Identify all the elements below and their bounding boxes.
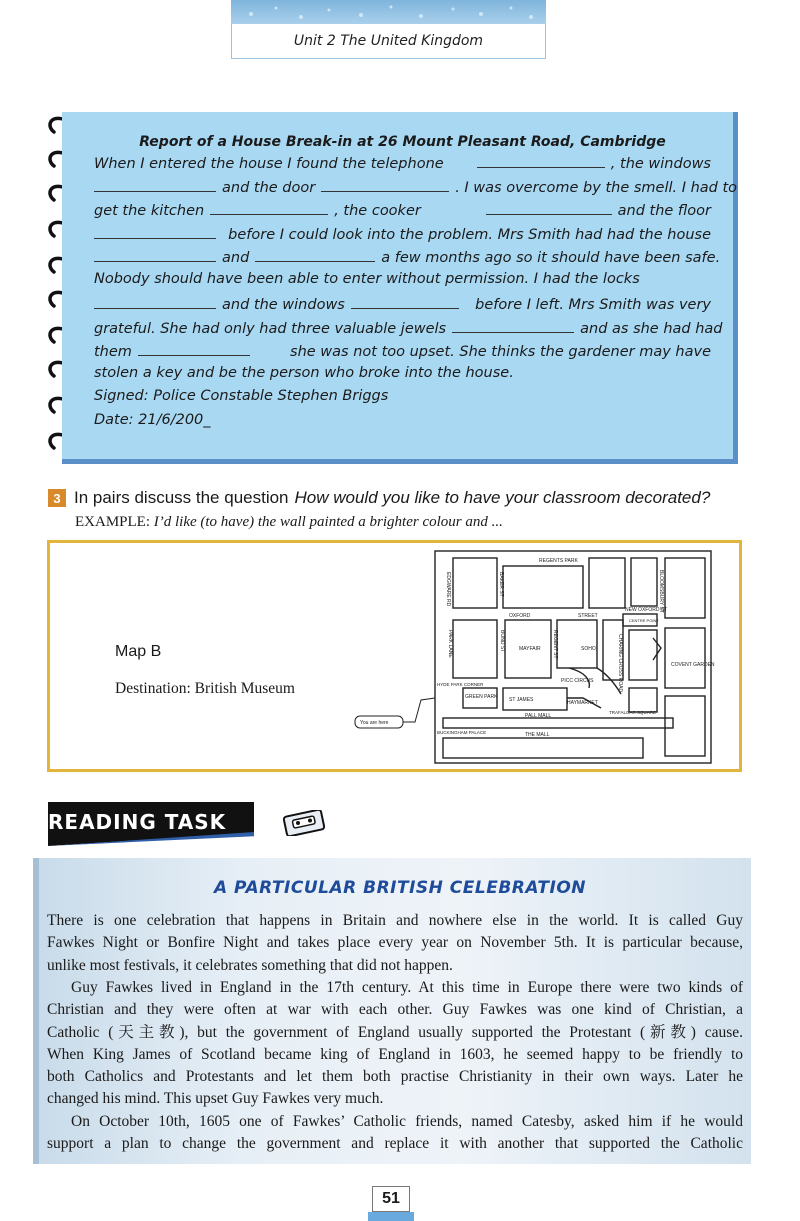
report-line-9: them she was not too upset. She thinks the gardener may have	[94, 341, 711, 365]
page-number-bar	[368, 1212, 414, 1221]
fill-blank[interactable]	[94, 294, 216, 309]
report-line-2: and the door . I was overcome by the smell. I had to	[94, 177, 711, 201]
fill-blank[interactable]	[477, 153, 605, 168]
map-label-street: STREET	[578, 613, 598, 619]
map-label-new-oxford-st: NEW OXFORD ST	[625, 607, 668, 613]
fill-blank[interactable]	[452, 318, 574, 333]
reading-paragraph-1: There is one celebration that happens in Britain and nowhere else in the world. It is called Guy Fawkes Night or Bonfire Night and takes place every year on November 5th. It is particular because, unlike most festivals, it celebrates something that did not happen.	[47, 912, 743, 974]
map-label-bloomsbury-st: BLOOMSBURY ST	[658, 570, 664, 613]
map-label-hyde-park-corner: HYDE PARK CORNER	[437, 682, 484, 687]
report-line-6: Nobody should have been able to enter without permission. I had the locks	[94, 270, 640, 287]
map-label-you-are-here: You are here	[360, 720, 389, 726]
map-label-covent-garden: COVENT GARDEN	[671, 662, 715, 668]
map-label-regent-st: REGENT ST	[552, 630, 558, 659]
map-label-park-lane: PARK LANE	[447, 630, 453, 658]
map-label-baker-st: BAKER ST	[498, 572, 504, 597]
map-label-edgware-rd: EDGWARE RD	[445, 572, 451, 607]
report-line-3: get the kitchen , the cooker and the floor	[94, 200, 711, 224]
report-line-10: stolen a key and be the person who broke into the house.	[94, 364, 514, 381]
map-label-trafalgar-square: TRAFALGAR SQUARE	[609, 710, 657, 715]
street-map	[353, 548, 723, 766]
fill-blank[interactable]	[138, 341, 250, 356]
report-line-1: When I entered the house I found the telephone , the windows	[94, 153, 711, 177]
map-label-centre-point: CENTRE POINT	[629, 618, 659, 623]
map-label-st-james: ST JAMES	[509, 697, 534, 703]
report-signed: Signed: Police Constable Stephen Briggs	[94, 388, 389, 404]
unit-title: Unit 2 The United Kingdom	[231, 24, 546, 59]
fill-blank[interactable]	[255, 247, 375, 262]
map-destination: Destination: British Museum	[115, 680, 295, 697]
reading-title: A PARTICULAR BRITISH CELEBRATION	[213, 878, 587, 898]
reading-task-label: READING TASK	[48, 810, 227, 834]
question-number-badge: 3	[48, 489, 66, 507]
report-date: Date: 21/6/200_	[94, 411, 211, 428]
map-label-mayfair: MAYFAIR	[519, 646, 541, 652]
map-label-the-mall: THE MALL	[525, 732, 550, 738]
map-label-haymarket: HAYMARKET	[567, 700, 598, 706]
map-label-pall-mall: PALL MALL	[525, 713, 552, 719]
fill-blank[interactable]	[94, 177, 216, 192]
question-text: How would you like to have your classroom decorated?	[294, 488, 711, 507]
report-title: Report of a House Break-in at 26 Mount Pleasant Road, Cambridge	[139, 134, 666, 150]
map-label-soho: SOHO	[581, 646, 596, 652]
question-prompt: In pairs discuss the question	[74, 488, 289, 507]
report-line-7: and the windows before I left. Mrs Smith was very	[94, 294, 711, 318]
fill-blank[interactable]	[321, 177, 449, 192]
cassette-icon[interactable]	[283, 810, 325, 836]
header-pattern	[231, 0, 546, 24]
page-number: 51	[372, 1186, 410, 1212]
map-label-bond-st: BOND ST	[499, 630, 505, 653]
reading-paragraph-3: On October 10th, 1605 one of Fawkes’ Catholic friends, named Catesby, asked him if he would support a plan to change the government and replace it with another that supported the Catholic	[47, 1113, 743, 1153]
header-banner	[231, 0, 546, 24]
fill-blank[interactable]	[94, 224, 216, 239]
reading-paragraph-2: Guy Fawkes lived in England in the 17th century. At this time in Europe there were two kinds of Christian and they were often at war with each other. Guy Fawkes was one kind of Christian, a Catholic (天主教), but the government of England usually supported the Protestant (新教) cause. When King James of Scotland became king of England in 1603, he seemed happy to be friendly to both Catholics and Protestants and let them both practise Christianity in their own ways. Later he changed his mind. This upset Guy Fawkes very much.	[47, 979, 743, 1108]
question-3	[48, 488, 710, 508]
map-label-oxford: OXFORD	[509, 613, 531, 619]
fill-blank[interactable]	[486, 200, 612, 215]
map-label-green-park: GREEN PARK	[465, 694, 498, 700]
report-line-8: grateful. She had only had three valuable jewels and as she had had	[94, 318, 711, 342]
map-label-regents-park: REGENTS PARK	[539, 558, 578, 564]
fill-blank[interactable]	[210, 200, 328, 215]
report-notebook	[62, 112, 738, 464]
example-line	[75, 514, 503, 531]
reading-task-banner	[48, 802, 254, 846]
fill-blank[interactable]	[351, 294, 459, 309]
report-line-4: before I could look into the problem. Mrs Smith had had the house	[94, 224, 711, 248]
report-line-5: and a few months ago so it should have been safe.	[94, 247, 711, 271]
map-label-charing-cross-road: CHARING CROSS ROAD	[617, 634, 623, 693]
map-label: Map B	[115, 643, 162, 660]
map-label-picc-circus: PICC CIRCUS	[561, 678, 594, 684]
example-label: EXAMPLE:	[75, 514, 150, 530]
fill-blank[interactable]	[94, 247, 216, 262]
map-label-buckingham-palace: BUCKINGHAM PALACE	[437, 730, 487, 735]
example-text: I’d like (to have) the wall painted a brighter colour and ...	[153, 514, 503, 530]
